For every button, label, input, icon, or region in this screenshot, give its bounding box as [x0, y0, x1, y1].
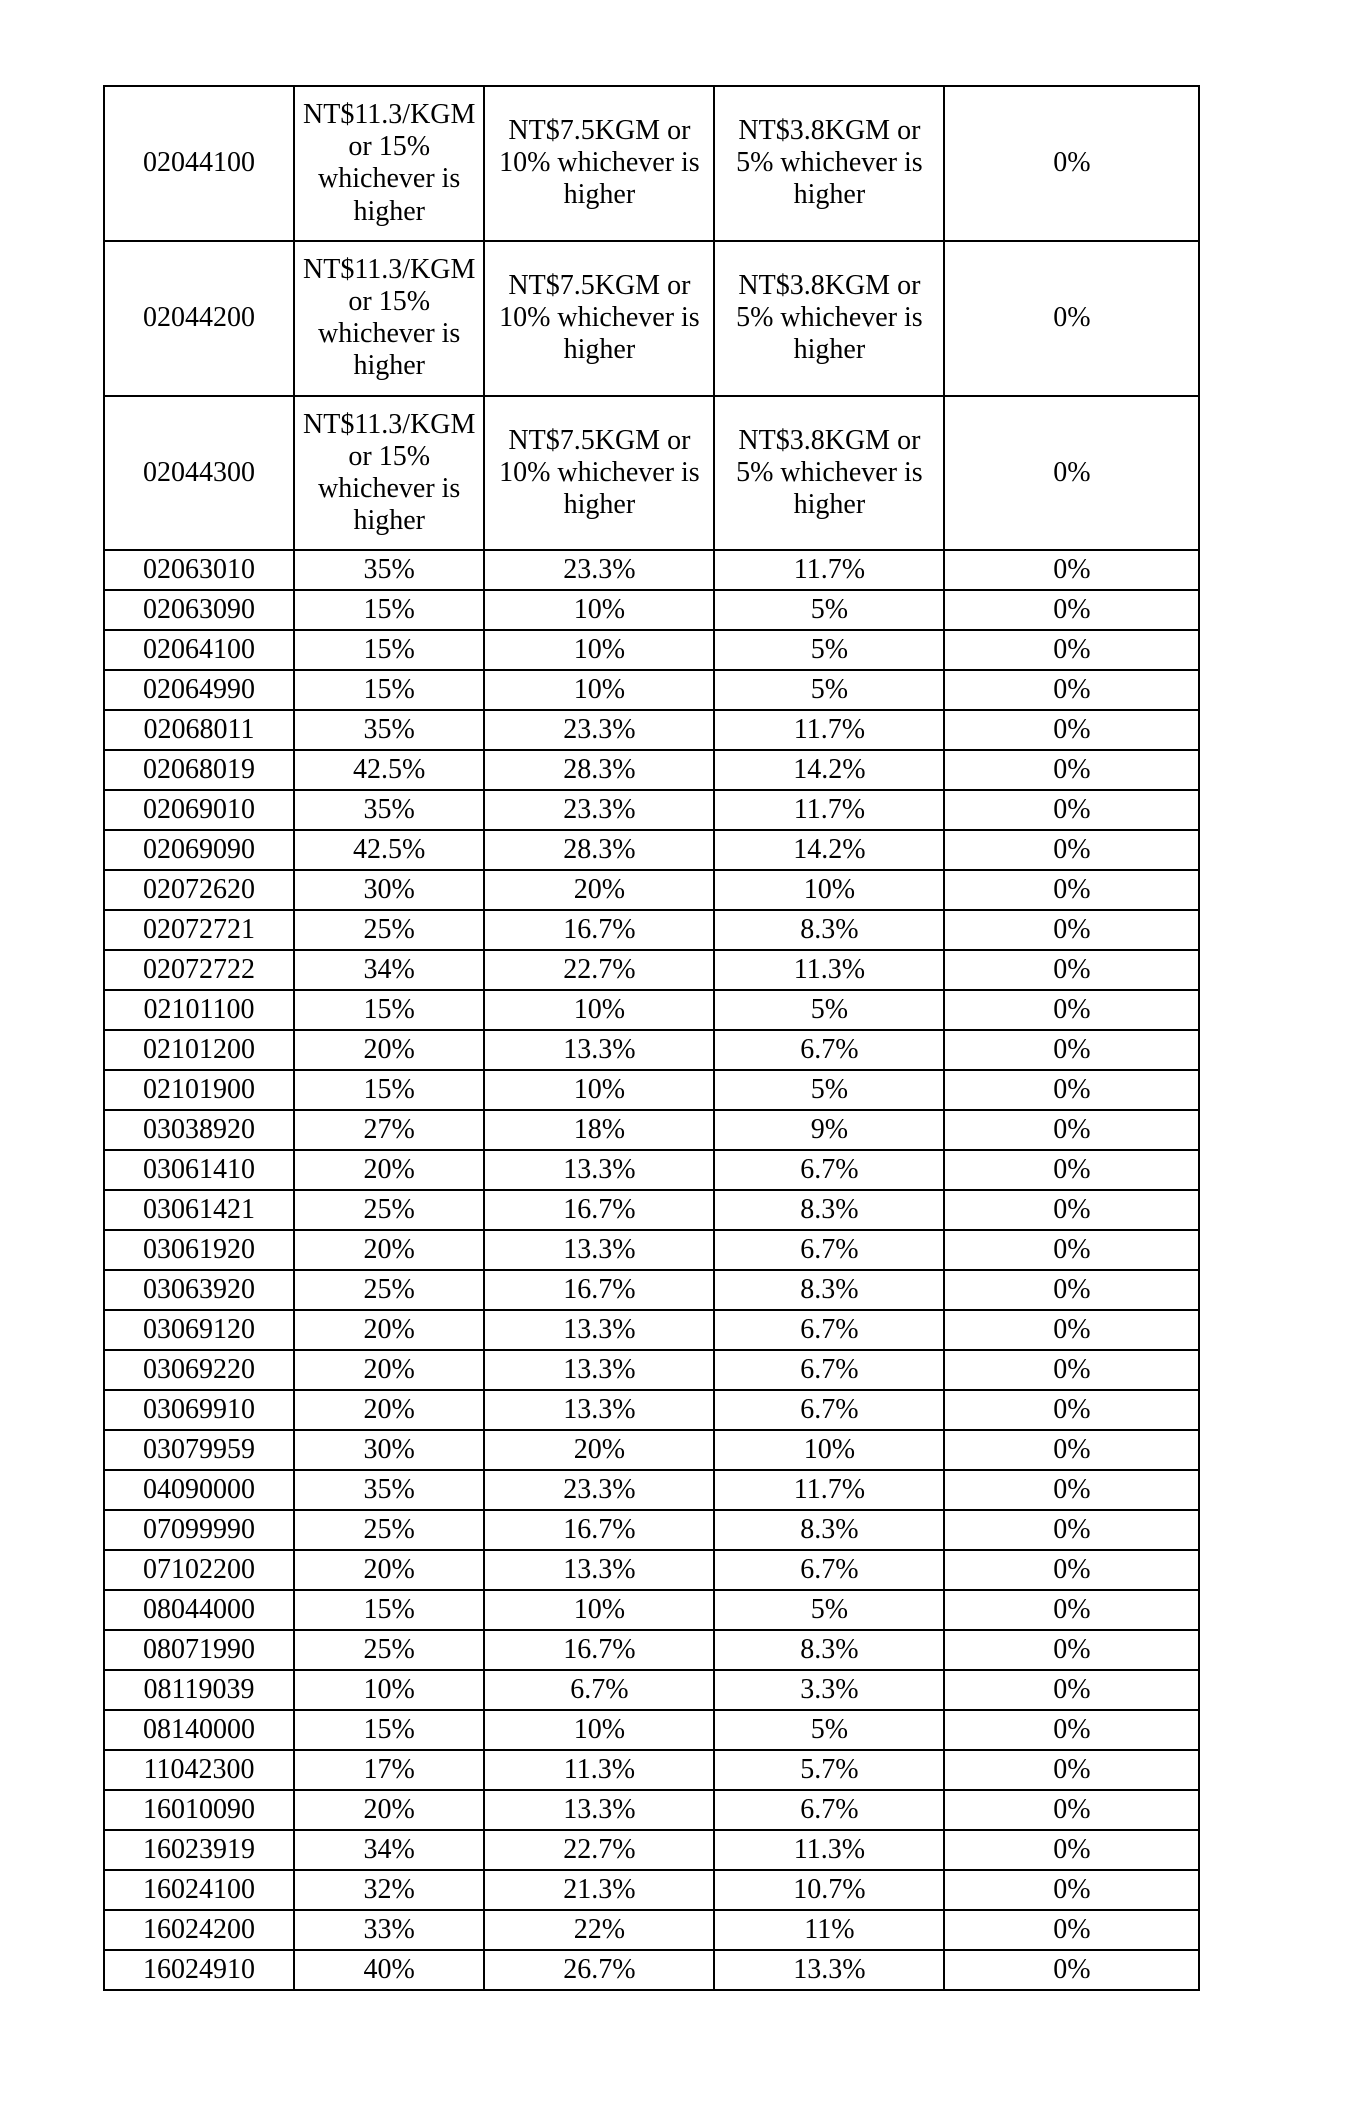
base-rate-cell: 20% — [294, 1350, 484, 1390]
hs-code-cell: 02072721 — [104, 910, 294, 950]
second-stage-rate-cell: 28.3% — [484, 830, 714, 870]
table-row — [104, 990, 1199, 1030]
final-rate-cell: 0% — [944, 1350, 1199, 1390]
second-stage-rate-cell: 23.3% — [484, 790, 714, 830]
third-stage-rate-cell: 10% — [714, 1430, 944, 1470]
hs-code-cell: 03061920 — [104, 1230, 294, 1270]
base-rate-cell: 34% — [294, 950, 484, 990]
hs-code-cell: 02044100 — [104, 86, 294, 241]
table-row — [104, 710, 1199, 750]
hs-code-cell: 08044000 — [104, 1590, 294, 1630]
hs-code-cell: 03069910 — [104, 1390, 294, 1430]
table-row — [104, 1830, 1199, 1870]
hs-code-cell: 02063010 — [104, 550, 294, 590]
table-row — [104, 1430, 1199, 1470]
base-rate-cell: NT$11.3/KGM or 15% whichever is higher — [294, 86, 484, 241]
second-stage-rate-cell: 10% — [484, 1070, 714, 1110]
third-stage-rate-cell: 11.7% — [714, 550, 944, 590]
base-rate-cell: 15% — [294, 1710, 484, 1750]
third-stage-rate-cell: 5% — [714, 630, 944, 670]
third-stage-rate-cell: 11.3% — [714, 1830, 944, 1870]
third-stage-rate-cell: 14.2% — [714, 830, 944, 870]
table-row — [104, 1270, 1199, 1310]
third-stage-rate-cell: 11% — [714, 1910, 944, 1950]
third-stage-rate-cell: 5% — [714, 1710, 944, 1750]
base-rate-cell: 15% — [294, 990, 484, 1030]
table-row — [104, 1510, 1199, 1550]
table-row — [104, 590, 1199, 630]
third-stage-rate-cell: 6.7% — [714, 1550, 944, 1590]
third-stage-rate-cell: NT$3.8KGM or 5% whichever is higher — [714, 396, 944, 551]
third-stage-rate-cell: 11.7% — [714, 1470, 944, 1510]
base-rate-cell: 35% — [294, 550, 484, 590]
final-rate-cell: 0% — [944, 1150, 1199, 1190]
third-stage-rate-cell: 5% — [714, 990, 944, 1030]
second-stage-rate-cell: NT$7.5KGM or 10% whichever is higher — [484, 241, 714, 396]
second-stage-rate-cell: 13.3% — [484, 1310, 714, 1350]
final-rate-cell: 0% — [944, 1310, 1199, 1350]
third-stage-rate-cell: 8.3% — [714, 1270, 944, 1310]
third-stage-rate-cell: 5% — [714, 1070, 944, 1110]
third-stage-rate-cell: 9% — [714, 1110, 944, 1150]
hs-code-cell: 16024910 — [104, 1950, 294, 1990]
table-row — [104, 396, 1199, 551]
final-rate-cell: 0% — [944, 1870, 1199, 1910]
tariff-table-body — [104, 86, 1199, 1990]
second-stage-rate-cell: 10% — [484, 1710, 714, 1750]
final-rate-cell: 0% — [944, 750, 1199, 790]
table-row — [104, 1390, 1199, 1430]
base-rate-cell: 30% — [294, 1430, 484, 1470]
second-stage-rate-cell: 13.3% — [484, 1230, 714, 1270]
second-stage-rate-cell: 10% — [484, 670, 714, 710]
tariff-rate-table — [103, 85, 1200, 1991]
final-rate-cell: 0% — [944, 550, 1199, 590]
base-rate-cell: 35% — [294, 790, 484, 830]
third-stage-rate-cell: 6.7% — [714, 1390, 944, 1430]
final-rate-cell: 0% — [944, 1950, 1199, 1990]
hs-code-cell: 16023919 — [104, 1830, 294, 1870]
base-rate-cell: 25% — [294, 1510, 484, 1550]
hs-code-cell: 02072620 — [104, 870, 294, 910]
second-stage-rate-cell: 13.3% — [484, 1390, 714, 1430]
base-rate-cell: 20% — [294, 1790, 484, 1830]
table-row — [104, 1190, 1199, 1230]
third-stage-rate-cell: 5% — [714, 670, 944, 710]
hs-code-cell: 02068011 — [104, 710, 294, 750]
hs-code-cell: 03069120 — [104, 1310, 294, 1350]
base-rate-cell: 25% — [294, 910, 484, 950]
table-row — [104, 1030, 1199, 1070]
base-rate-cell: 20% — [294, 1030, 484, 1070]
final-rate-cell: 0% — [944, 830, 1199, 870]
final-rate-cell: 0% — [944, 1790, 1199, 1830]
table-row — [104, 1350, 1199, 1390]
final-rate-cell: 0% — [944, 86, 1199, 241]
table-row — [104, 86, 1199, 241]
table-row — [104, 1590, 1199, 1630]
table-row — [104, 630, 1199, 670]
table-row — [104, 241, 1199, 396]
hs-code-cell: 07102200 — [104, 1550, 294, 1590]
second-stage-rate-cell: 23.3% — [484, 1470, 714, 1510]
table-row — [104, 1310, 1199, 1350]
base-rate-cell: 27% — [294, 1110, 484, 1150]
base-rate-cell: 42.5% — [294, 830, 484, 870]
final-rate-cell: 0% — [944, 1510, 1199, 1550]
base-rate-cell: 17% — [294, 1750, 484, 1790]
second-stage-rate-cell: 16.7% — [484, 1510, 714, 1550]
second-stage-rate-cell: 22.7% — [484, 1830, 714, 1870]
table-row — [104, 1110, 1199, 1150]
base-rate-cell: 25% — [294, 1270, 484, 1310]
third-stage-rate-cell: 3.3% — [714, 1670, 944, 1710]
final-rate-cell: 0% — [944, 910, 1199, 950]
base-rate-cell: 20% — [294, 1550, 484, 1590]
second-stage-rate-cell: 13.3% — [484, 1550, 714, 1590]
base-rate-cell: 40% — [294, 1950, 484, 1990]
final-rate-cell: 0% — [944, 1430, 1199, 1470]
second-stage-rate-cell: 16.7% — [484, 910, 714, 950]
final-rate-cell: 0% — [944, 1710, 1199, 1750]
second-stage-rate-cell: NT$7.5KGM or 10% whichever is higher — [484, 396, 714, 551]
hs-code-cell: 03038920 — [104, 1110, 294, 1150]
final-rate-cell: 0% — [944, 870, 1199, 910]
final-rate-cell: 0% — [944, 990, 1199, 1030]
hs-code-cell: 03061421 — [104, 1190, 294, 1230]
table-row — [104, 1950, 1199, 1990]
hs-code-cell: 04090000 — [104, 1470, 294, 1510]
base-rate-cell: 25% — [294, 1630, 484, 1670]
final-rate-cell: 0% — [944, 710, 1199, 750]
second-stage-rate-cell: 6.7% — [484, 1670, 714, 1710]
hs-code-cell: 16024100 — [104, 1870, 294, 1910]
table-row — [104, 1150, 1199, 1190]
third-stage-rate-cell: 6.7% — [714, 1350, 944, 1390]
third-stage-rate-cell: 11.3% — [714, 950, 944, 990]
final-rate-cell: 0% — [944, 1070, 1199, 1110]
second-stage-rate-cell: 21.3% — [484, 1870, 714, 1910]
final-rate-cell: 0% — [944, 241, 1199, 396]
third-stage-rate-cell: 6.7% — [714, 1150, 944, 1190]
final-rate-cell: 0% — [944, 630, 1199, 670]
third-stage-rate-cell: 14.2% — [714, 750, 944, 790]
third-stage-rate-cell: 10% — [714, 870, 944, 910]
second-stage-rate-cell: 23.3% — [484, 710, 714, 750]
third-stage-rate-cell: 11.7% — [714, 710, 944, 750]
hs-code-cell: 02063090 — [104, 590, 294, 630]
third-stage-rate-cell: 5.7% — [714, 1750, 944, 1790]
final-rate-cell: 0% — [944, 1390, 1199, 1430]
table-row — [104, 1230, 1199, 1270]
second-stage-rate-cell: 13.3% — [484, 1350, 714, 1390]
base-rate-cell: 15% — [294, 630, 484, 670]
second-stage-rate-cell: 22% — [484, 1910, 714, 1950]
base-rate-cell: 20% — [294, 1310, 484, 1350]
third-stage-rate-cell: 10.7% — [714, 1870, 944, 1910]
final-rate-cell: 0% — [944, 1470, 1199, 1510]
second-stage-rate-cell: 18% — [484, 1110, 714, 1150]
final-rate-cell: 0% — [944, 1110, 1199, 1150]
final-rate-cell: 0% — [944, 1270, 1199, 1310]
hs-code-cell: 03061410 — [104, 1150, 294, 1190]
base-rate-cell: 15% — [294, 670, 484, 710]
hs-code-cell: 02069090 — [104, 830, 294, 870]
second-stage-rate-cell: 20% — [484, 870, 714, 910]
table-row — [104, 1750, 1199, 1790]
second-stage-rate-cell: 13.3% — [484, 1150, 714, 1190]
third-stage-rate-cell: 8.3% — [714, 1510, 944, 1550]
third-stage-rate-cell: NT$3.8KGM or 5% whichever is higher — [714, 241, 944, 396]
hs-code-cell: 02064990 — [104, 670, 294, 710]
second-stage-rate-cell: 10% — [484, 1590, 714, 1630]
second-stage-rate-cell: 22.7% — [484, 950, 714, 990]
table-row — [104, 550, 1199, 590]
base-rate-cell: 15% — [294, 1070, 484, 1110]
hs-code-cell: 08140000 — [104, 1710, 294, 1750]
third-stage-rate-cell: 6.7% — [714, 1310, 944, 1350]
table-row — [104, 1470, 1199, 1510]
base-rate-cell: 33% — [294, 1910, 484, 1950]
table-row — [104, 1670, 1199, 1710]
third-stage-rate-cell: 6.7% — [714, 1230, 944, 1270]
second-stage-rate-cell: 10% — [484, 990, 714, 1030]
second-stage-rate-cell: 10% — [484, 630, 714, 670]
third-stage-rate-cell: 6.7% — [714, 1790, 944, 1830]
hs-code-cell: 02044300 — [104, 396, 294, 551]
second-stage-rate-cell: 26.7% — [484, 1950, 714, 1990]
second-stage-rate-cell: 23.3% — [484, 550, 714, 590]
second-stage-rate-cell: 16.7% — [484, 1270, 714, 1310]
base-rate-cell: 32% — [294, 1870, 484, 1910]
base-rate-cell: 30% — [294, 870, 484, 910]
base-rate-cell: 25% — [294, 1190, 484, 1230]
table-row — [104, 1070, 1199, 1110]
base-rate-cell: 20% — [294, 1390, 484, 1430]
table-row — [104, 1870, 1199, 1910]
final-rate-cell: 0% — [944, 1590, 1199, 1630]
third-stage-rate-cell: 5% — [714, 1590, 944, 1630]
final-rate-cell: 0% — [944, 1670, 1199, 1710]
second-stage-rate-cell: 16.7% — [484, 1630, 714, 1670]
hs-code-cell: 03069220 — [104, 1350, 294, 1390]
table-row — [104, 910, 1199, 950]
third-stage-rate-cell: 11.7% — [714, 790, 944, 830]
final-rate-cell: 0% — [944, 670, 1199, 710]
final-rate-cell: 0% — [944, 396, 1199, 551]
base-rate-cell: 42.5% — [294, 750, 484, 790]
base-rate-cell: 34% — [294, 1830, 484, 1870]
final-rate-cell: 0% — [944, 590, 1199, 630]
table-row — [104, 1790, 1199, 1830]
third-stage-rate-cell: 6.7% — [714, 1030, 944, 1070]
hs-code-cell: 16010090 — [104, 1790, 294, 1830]
second-stage-rate-cell: 20% — [484, 1430, 714, 1470]
final-rate-cell: 0% — [944, 1750, 1199, 1790]
base-rate-cell: 20% — [294, 1150, 484, 1190]
second-stage-rate-cell: 10% — [484, 590, 714, 630]
third-stage-rate-cell: 13.3% — [714, 1950, 944, 1990]
base-rate-cell: 10% — [294, 1670, 484, 1710]
hs-code-cell: 03063920 — [104, 1270, 294, 1310]
table-row — [104, 670, 1199, 710]
hs-code-cell: 02072722 — [104, 950, 294, 990]
third-stage-rate-cell: 8.3% — [714, 1630, 944, 1670]
hs-code-cell: 02068019 — [104, 750, 294, 790]
table-row — [104, 830, 1199, 870]
second-stage-rate-cell: 28.3% — [484, 750, 714, 790]
hs-code-cell: 08071990 — [104, 1630, 294, 1670]
third-stage-rate-cell: 8.3% — [714, 910, 944, 950]
hs-code-cell: 02101200 — [104, 1030, 294, 1070]
hs-code-cell: 07099990 — [104, 1510, 294, 1550]
table-row — [104, 870, 1199, 910]
second-stage-rate-cell: 16.7% — [484, 1190, 714, 1230]
final-rate-cell: 0% — [944, 950, 1199, 990]
final-rate-cell: 0% — [944, 1550, 1199, 1590]
third-stage-rate-cell: 5% — [714, 590, 944, 630]
base-rate-cell: 20% — [294, 1230, 484, 1270]
hs-code-cell: 03079959 — [104, 1430, 294, 1470]
hs-code-cell: 16024200 — [104, 1910, 294, 1950]
hs-code-cell: 11042300 — [104, 1750, 294, 1790]
table-row — [104, 1710, 1199, 1750]
hs-code-cell: 02069010 — [104, 790, 294, 830]
second-stage-rate-cell: 11.3% — [484, 1750, 714, 1790]
final-rate-cell: 0% — [944, 790, 1199, 830]
base-rate-cell: NT$11.3/KGM or 15% whichever is higher — [294, 241, 484, 396]
base-rate-cell: 35% — [294, 710, 484, 750]
table-row — [104, 950, 1199, 990]
table-row — [104, 750, 1199, 790]
table-row — [104, 1550, 1199, 1590]
final-rate-cell: 0% — [944, 1910, 1199, 1950]
final-rate-cell: 0% — [944, 1230, 1199, 1270]
base-rate-cell: NT$11.3/KGM or 15% whichever is higher — [294, 396, 484, 551]
third-stage-rate-cell: 8.3% — [714, 1190, 944, 1230]
final-rate-cell: 0% — [944, 1190, 1199, 1230]
hs-code-cell: 02044200 — [104, 241, 294, 396]
hs-code-cell: 08119039 — [104, 1670, 294, 1710]
final-rate-cell: 0% — [944, 1030, 1199, 1070]
table-row — [104, 1630, 1199, 1670]
second-stage-rate-cell: 13.3% — [484, 1030, 714, 1070]
base-rate-cell: 15% — [294, 1590, 484, 1630]
hs-code-cell: 02064100 — [104, 630, 294, 670]
base-rate-cell: 15% — [294, 590, 484, 630]
final-rate-cell: 0% — [944, 1830, 1199, 1870]
third-stage-rate-cell: NT$3.8KGM or 5% whichever is higher — [714, 86, 944, 241]
hs-code-cell: 02101100 — [104, 990, 294, 1030]
base-rate-cell: 35% — [294, 1470, 484, 1510]
hs-code-cell: 02101900 — [104, 1070, 294, 1110]
table-row — [104, 1910, 1199, 1950]
second-stage-rate-cell: 13.3% — [484, 1790, 714, 1830]
final-rate-cell: 0% — [944, 1630, 1199, 1670]
table-row — [104, 790, 1199, 830]
second-stage-rate-cell: NT$7.5KGM or 10% whichever is higher — [484, 86, 714, 241]
